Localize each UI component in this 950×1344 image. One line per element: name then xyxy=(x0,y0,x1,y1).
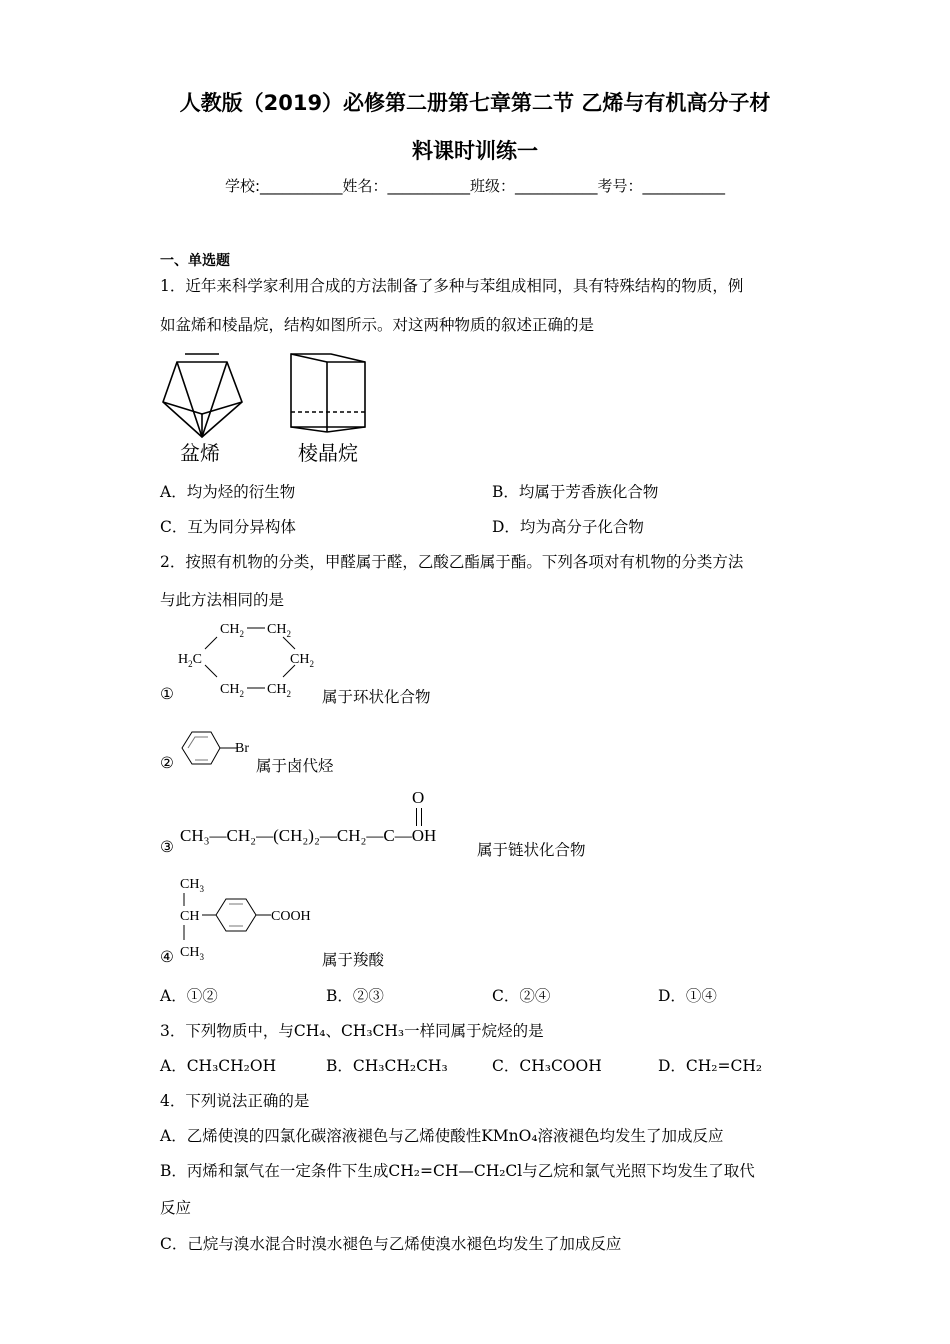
item-3-formula: CH₃—CH₂—(CH₂)₂—CH₂—C—OH xyxy=(180,826,437,845)
svg-text:CH2: $CH_2$ xyxy=(267,622,291,639)
q4-option-a[interactable]: A．乙烯使溴的四氯化碳溶液褪色与乙烯使酸性KMnO₄溶液褪色均发生了加成反应 xyxy=(160,1127,724,1145)
item-3-desc: 属于链状化合物 xyxy=(477,841,586,859)
q1-option-c[interactable]: C．互为同分异构体 xyxy=(160,518,296,536)
section-heading: 一、单选题 xyxy=(160,253,230,269)
q3-option-b[interactable]: B．CH₃CH₂CH₃ xyxy=(326,1057,448,1075)
q4-stem: 4．下列说法正确的是 xyxy=(160,1092,310,1110)
item-2-desc: 属于卤代烃 xyxy=(256,757,334,775)
svg-text:COOH: COOH xyxy=(271,909,311,924)
svg-text:CH2: $CH_2$ xyxy=(290,652,314,669)
q2-option-c[interactable]: C．②④ xyxy=(492,987,551,1005)
q3-option-d[interactable]: D．CH₂=CH₂ xyxy=(658,1057,763,1075)
q1-option-a[interactable]: A．均为烃的衍生物 xyxy=(160,483,296,501)
item-4-number: ④ xyxy=(160,948,174,966)
cyclohexane-structure xyxy=(175,615,325,700)
bromobenzene-structure xyxy=(180,730,260,770)
item-1-desc: 属于环状化合物 xyxy=(322,688,431,706)
q2-stem-line1: 2．按照有机物的分类，甲醛属于醛，乙酸乙酯属于酯。下列各项对有机物的分类方法 xyxy=(160,553,744,571)
svg-text:CH3: $CH_3$ xyxy=(180,877,204,894)
q2-option-b[interactable]: B．②③ xyxy=(326,987,384,1005)
q4-option-b[interactable]: B．丙烯和氯气在一定条件下生成CH₂=CH—CH₂Cl与乙烷和氯气光照下均发生了取代 xyxy=(160,1162,755,1180)
student-info-line: 学校:___________姓名：___________班级：___________考号：___________ xyxy=(224,177,726,195)
q1-structures-figure xyxy=(155,342,385,467)
q1-stem-line1: 1．近年来科学家利用合成的方法制备了多种与苯组成相同，具有特殊结构的物质，例 xyxy=(160,277,744,295)
item-3-number: ③ xyxy=(160,838,174,856)
q4-option-c[interactable]: C．己烷与溴水混合时溴水褪色与乙烯使溴水褪色均发生了加成反应 xyxy=(160,1235,622,1253)
fig-label-penylene: 盆烯 xyxy=(180,443,220,465)
svg-text:CH3: $CH_3$ xyxy=(180,945,204,962)
q1-option-d[interactable]: D．均为高分子化合物 xyxy=(492,518,644,536)
svg-text:Br: Br xyxy=(235,741,249,756)
item-2-number: ② xyxy=(160,754,174,772)
item-1-number: ① xyxy=(160,685,174,703)
q3-option-a[interactable]: A．CH₃CH₂OH xyxy=(160,1057,277,1075)
q1-stem-line2: 如盆烯和棱晶烷，结构如图所示。对这两种物质的叙述正确的是 xyxy=(160,316,595,334)
svg-text:CH: CH xyxy=(180,909,200,924)
q4-option-b-continued: 反应 xyxy=(160,1199,192,1217)
item-4-desc: 属于羧酸 xyxy=(322,951,385,969)
fig-label-prismane: 棱晶烷 xyxy=(298,443,358,465)
svg-text:CH2: $CH_2$ xyxy=(220,622,244,639)
title-line-1: 人教版（2019）必修第二册第七章第二节 乙烯与有机高分子材 xyxy=(179,91,771,115)
q2-stem-line2: 与此方法相同的是 xyxy=(160,591,285,609)
title-line-2: 料课时训练一 xyxy=(412,139,538,163)
svg-text:H2C: $H_2C$ xyxy=(178,652,202,669)
isopropylbenzoic-acid-structure xyxy=(178,870,328,965)
q3-stem: 3．下列物质中，与CH₄、CH₃CH₃一样同属于烷烃的是 xyxy=(160,1022,544,1040)
q2-option-a[interactable]: A．①② xyxy=(160,987,218,1005)
q2-option-d[interactable]: D．①④ xyxy=(658,987,717,1005)
carbonyl-oxygen: O xyxy=(412,788,424,808)
svg-text:CH2: $CH_2$ xyxy=(220,682,244,699)
svg-text:CH2: $CH_2$ xyxy=(267,682,291,699)
q1-option-b[interactable]: B．均属于芳香族化合物 xyxy=(492,483,659,501)
q3-option-c[interactable]: C．CH₃COOH xyxy=(492,1057,602,1075)
